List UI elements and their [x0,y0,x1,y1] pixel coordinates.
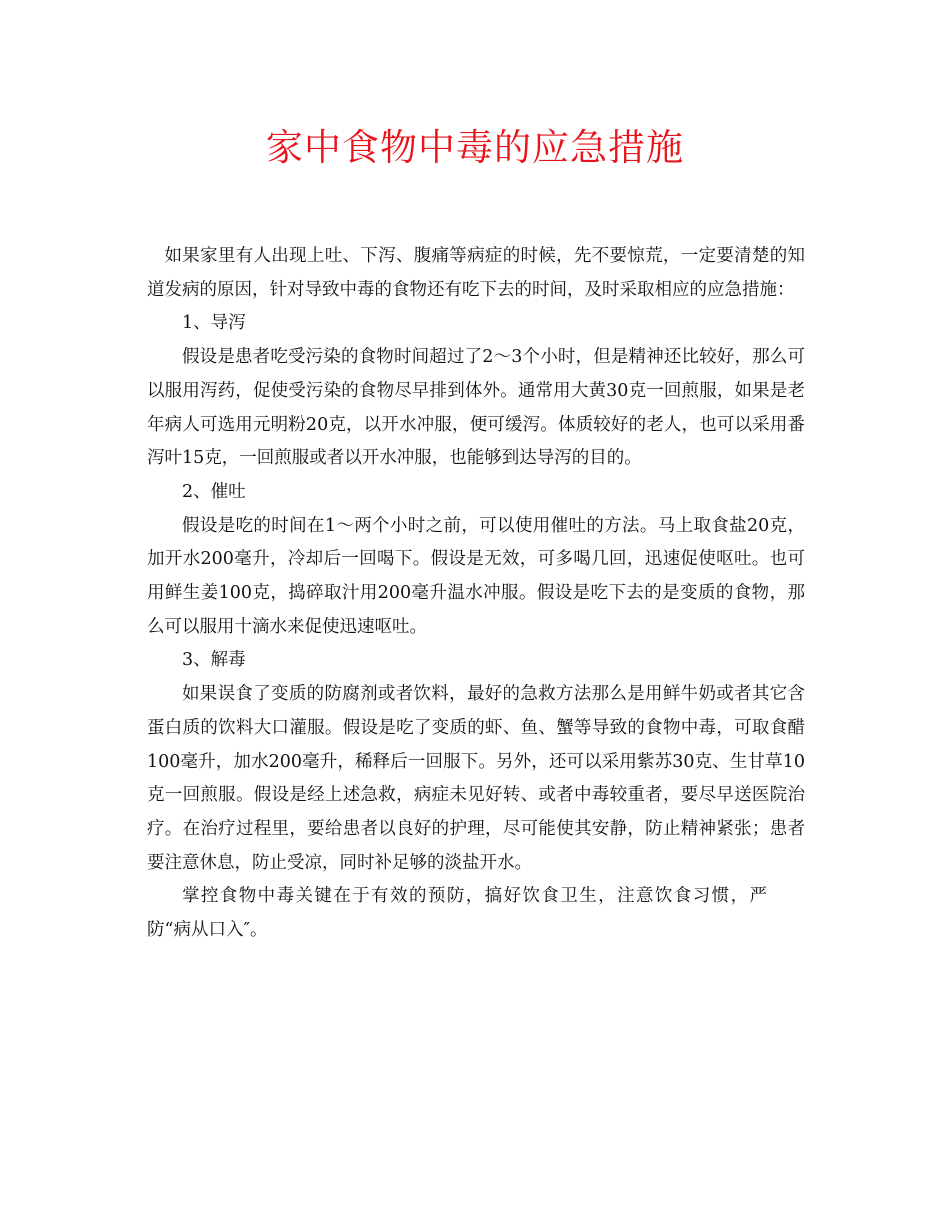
laxative-paragraph: 假设是患者吃受污染的食物时间超过了2～3个小时，但是精神还比较好，那么可以服用泻药，促使受污染的食物尽早排到体外。通常用大黄30克一回煎服，如果是老年病人可选用元明粉20克，以开水冲服，便可缓泻。体质较好的老人，也可以采用番泻叶15克，一回煎服或者以开水冲服，也能够到达导泻的目的。 [147,347,805,469]
vomiting-paragraph: 假设是吃的时间在1～两个小时之前，可以使用催吐的方法。马上取食盐20克，加开水200毫升，冷却后一回喝下。假设是无效，可多喝几回，迅速促使呕吐。也可用鲜生姜100克，捣碎取汁用200毫升温水冲服。假设是吃下去的是变质的食物，那么可以服用十滴水来促使迅速呕吐。 [147,515,805,637]
closing-paragraph: 掌控食物中毒关键在于有效的预防，搞好饮食卫生，注意饮食习惯，严防“病从口入″。 [147,886,767,941]
document-title: 家中食物中毒的应急措施 [266,126,684,169]
detox-paragraph: 如果误食了变质的防腐剂或者饮料，最好的急救方法那么是用鲜牛奶或者其它含蛋白质的饮料大口灌服。假设是吃了变质的虾、鱼、蟹等导致的食物中毒，可取食醋100毫升，加水200毫升，稀释后一回服下。另外，还可以采用紫苏30克、生甘草10克一回煎服。假设是经上述急救，病症未见好转、或者中毒较重者，要尽早送医院治疗。在治疗过程里，要给患者以良好的护理，尽可能使其安静，防止精神紧张；患者要注意休息，防止受凉，同时补足够的淡盐开水。 [147,684,805,873]
document-body [147,240,805,948]
section-heading-detox: 3、解毒 [182,650,246,671]
section-heading-vomiting: 2、催吐 [182,481,246,502]
intro-paragraph: 如果家里有人出现上吐、下泻、腹痛等病症的时候，先不要惊荒，一定要清楚的知道发病的原因，针对导致中毒的食物还有吃下去的时间，及时采取相应的应急措施： [147,246,805,300]
section-heading-laxative: 1、导泻 [182,313,246,334]
